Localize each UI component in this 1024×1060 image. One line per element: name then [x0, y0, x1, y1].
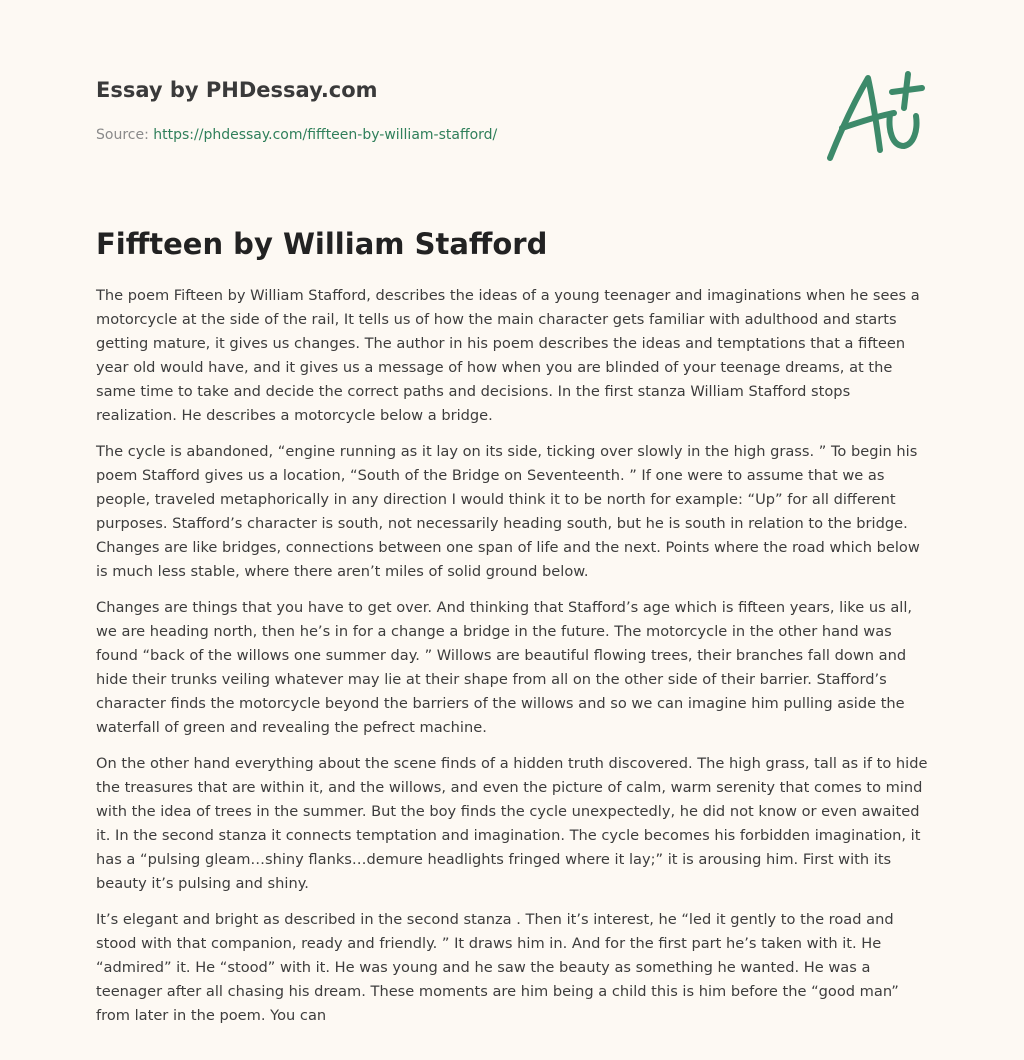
source-line — [96, 125, 856, 145]
page-header — [96, 76, 856, 145]
essay-paragraph: On the other hand everything about the scene finds of a hidden truth discovered. The high grass, tall as if to hide the treasures that are within it, and the willows, and even the picture of calm, warm serenity that comes to mind with the idea of trees in the summer. But the boy finds the cycle unexpectedly, he did not know or even awaited it. In the second stanza it connects temptation and imagination. The cycle becomes his forbidden imagination, it has a “pulsing gleam…shiny flanks…demure headlights fringed where it lay;” it is arousing him. First with its beauty it’s pulsing and shiny. — [96, 755, 928, 892]
essay-title: Fiffteen by William Stafford — [96, 227, 548, 261]
essay-paragraph: It’s elegant and bright as described in the second stanza . Then it’s interest, he “led it gently to the road and stood with that companion, ready and friendly. ” It draws him in. And for the first part he’s taken with it. He “admired” it. He “stood” with it. He was young and he saw the beauty as something he wanted. He was a teenager after all chasing his dream. These moments are him being a child this is him before the “good man” from later in the poem. You can — [96, 911, 899, 1024]
source-link[interactable]: https://phdessay.com/fiffteen-by-william-stafford/ — [153, 127, 498, 143]
essay-body — [96, 284, 930, 1040]
a-plus-logo-icon — [820, 66, 930, 166]
source-label: Source: — [96, 127, 154, 143]
essay-paragraph: The cycle is abandoned, “engine running as it lay on its side, ticking over slowly in the high grass. ” To begin his poem Stafford gives us a location, “South of the Bridge on Seventeenth. ” If one were to assume that we as people, traveled metaphorically in any direction I would think it to be north for example: “Up” for all different purposes. Stafford’s character is south, not necessarily heading south, but he is south in relation to the bridge. Changes are like bridges, connections between one span of life and the next. Points where the road which below is much less stable, where there aren’t miles of solid ground below. — [96, 443, 920, 580]
essay-paragraph: Changes are things that you have to get over. And thinking that Stafford’s age which is fifteen years, like us all, we are heading north, then he’s in for a change a bridge in the future. The motorcycle in the other hand was found “back of the willows one summer day. ” Willows are beautiful flowing trees, their branches fall down and hide their trunks veiling whatever may lie at their shape from all on the other side of their barrier. Stafford’s character finds the motorcycle beyond the barriers of the willows and so we can imagine him pulling aside the waterfall of green and revealing the pefrect machine. — [96, 599, 913, 736]
essay-paragraph: The poem Fifteen by William Stafford, describes the ideas of a young teenager and imaginations when he sees a motorcycle at the side of the rail, It tells us of how the main character gets familiar with adulthood and starts getting mature, it gives us changes. The author in his poem describes the ideas and temptations that a fifteen year old would have, and it gives us a message of how when you are blinded of your teenage dreams, at the same time to take and decide the correct paths and decisions. In the first stanza William Stafford stops realization. He describes a motorcycle below a bridge. — [96, 287, 920, 424]
site-brand: Essay by PHDessay.com — [96, 78, 378, 102]
